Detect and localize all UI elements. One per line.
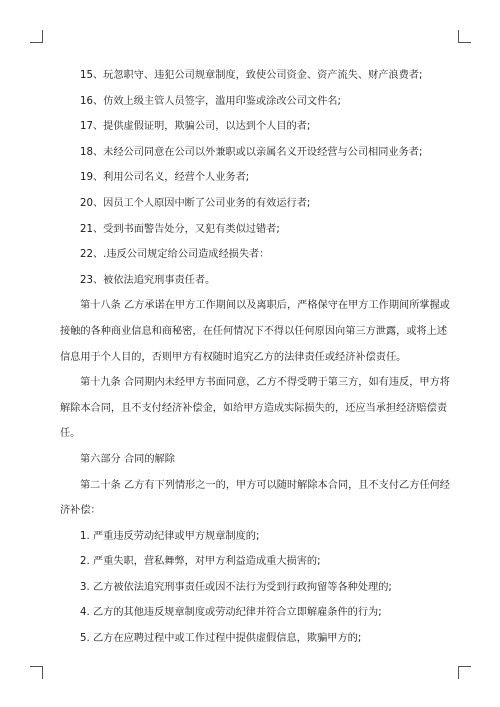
list-item: 21、受到书面警告处分，又犯有类似过错者; [80, 223, 280, 235]
list-item: 5. 乙方在应聘过程中或工作过程中提供虚假信息，欺骗甲方的; [80, 633, 362, 645]
crop-mark-top-right [458, 30, 471, 43]
list-item: 19、利用公司名义，经营个人业务者; [80, 172, 250, 184]
list-item: 3. 乙方被依法追究刑事责任或因不法行为受到行政拘留等各种处理的; [80, 581, 392, 593]
list-item: 23、被依法追究刑事责任者。 [80, 274, 216, 286]
list-item: 2. 严重失职，营私舞弊，对甲方利益造成重大损害的; [80, 556, 321, 568]
article-20: 第二十条 乙方有下列情形之一的，甲方可以随时解除本合同，且不支付乙方任何经济补偿： [60, 479, 450, 517]
section-6-heading: 第六部分 合同的解除 [80, 453, 175, 465]
list-item: 1. 严重违反劳动纪律或甲方规章制度的; [80, 530, 260, 542]
crop-mark-bottom-left [30, 666, 43, 679]
crop-mark-bottom-right [458, 666, 471, 679]
list-item: 22、.违反公司规定给公司造成经损失者： [80, 249, 270, 261]
crop-mark-top-left [30, 30, 43, 43]
document-body [60, 63, 455, 652]
article-19: 第十九条 合同期内未经甲方书面同意，乙方不得受聘于第三方，如有违反，甲方将解除本合同，且不支付经济补偿金，如给甲方造成实际损失的，还应当承担经济赔偿责任。 [60, 377, 450, 440]
list-item: 18、未经公司同意在公司以外兼职或以亲属名义开设经营与公司相同业务者; [80, 146, 423, 158]
list-item: 17、提供虚假证明，欺骗公司，以达到个人目的者; [80, 121, 311, 133]
list-item: 20、因员工个人原因中断了公司业务的有效运行者; [80, 197, 311, 209]
list-item: 16、仿效上级主管人员签字，滥用印鉴或涂改公司文件名; [80, 95, 341, 107]
article-18: 第十八条 乙方承诺在甲方工作期间以及离职后，严格保守在甲方工作期间所掌握或接触的各种商业信息和商秘密，在任何情况下不得以任何原因向第三方泄露，或将上述信息用于个人目的，否则甲方有权随时追究乙方的法律责任或经济补偿责任。 [60, 300, 450, 363]
list-item: 15、玩忽职守、违犯公司规章制度，致使公司资金、资产流失、财产浪费者; [80, 70, 423, 81]
list-item: 4. 乙方的其他违反规章制度或劳动纪律并符合立即解雇条件的行为; [80, 607, 382, 619]
